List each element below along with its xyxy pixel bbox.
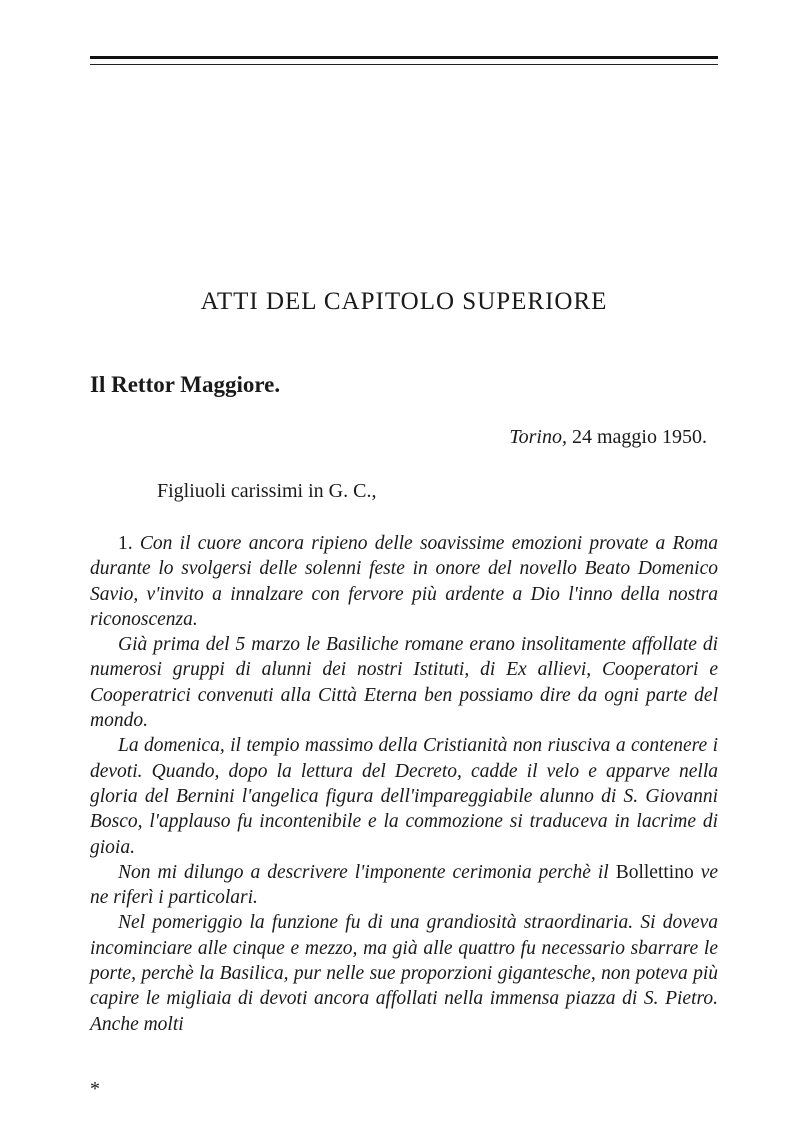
paragraph xyxy=(90,632,718,733)
paragraph-text: Non mi dilungo a descrivere l'imponente cerimonia perchè il xyxy=(118,861,609,883)
header-rule-thin xyxy=(90,64,718,65)
paragraph xyxy=(90,733,718,859)
paragraph-text: La domenica, il tempio massimo della Cristianità non riusciva a contenere i devoti. Quando, dopo la lettura del Decreto, cadde il velo e apparve nella gloria del Bernini l'angelica figura dell'impareggiabile alunno di S. Giovanni Bosco, l'applauso fu incontenibile e la commozione si traduceva in lacrime di gioia. xyxy=(90,735,718,858)
paragraph xyxy=(90,910,718,1036)
paragraph xyxy=(90,531,718,632)
paragraph-text: Con il cuore ancora ripieno delle soavissime emozioni provate a Roma durante lo svolgersi delle solenni feste in onore del novello Beato Domenico Savio, v'invito a innalzare con fervore più ardente a Dio l'inno della nostra riconoscenza. xyxy=(90,533,718,630)
salutation: Figliuoli carissimi in G. C., xyxy=(157,480,377,502)
paragraph xyxy=(90,860,718,911)
date-value: 24 maggio 1950. xyxy=(572,426,707,448)
date-place: Torino, xyxy=(509,426,567,448)
paragraph-text: ve ne riferì i particolari. xyxy=(90,861,719,909)
publication-title: Bollettino xyxy=(615,861,694,883)
dateline xyxy=(509,426,707,449)
author-heading: Il Rettor Maggiore. xyxy=(90,372,281,397)
paragraph-text: Nel pomeriggio la funzione fu di una grandiosità straordinaria. Si doveva incominciare alle cinque e mezzo, ma già alle quattro fu necessario sbarrare le porte, perchè la Basilica, pur nelle sue proporzioni gigantesche, non poteva più capire le migliaia di devoti ancora affollati nella immensa piazza di S. Pietro. Anche molti xyxy=(90,912,718,1035)
paragraph-number: 1. xyxy=(118,533,133,554)
letter-body xyxy=(90,531,718,1037)
footnote-mark: * xyxy=(90,1078,100,1100)
header-rule-thick xyxy=(90,56,718,59)
paragraph-text: Già prima del 5 marzo le Basiliche romane erano insolitamente affollate di numerosi gruppi di alunni dei nostri Istituti, di Ex allievi, Cooperatori e Cooperatrici convenuti alla Città Eterna ben possiamo dire da ogni parte del mondo. xyxy=(90,634,718,732)
section-title: ATTI DEL CAPITOLO SUPERIORE xyxy=(200,288,608,315)
